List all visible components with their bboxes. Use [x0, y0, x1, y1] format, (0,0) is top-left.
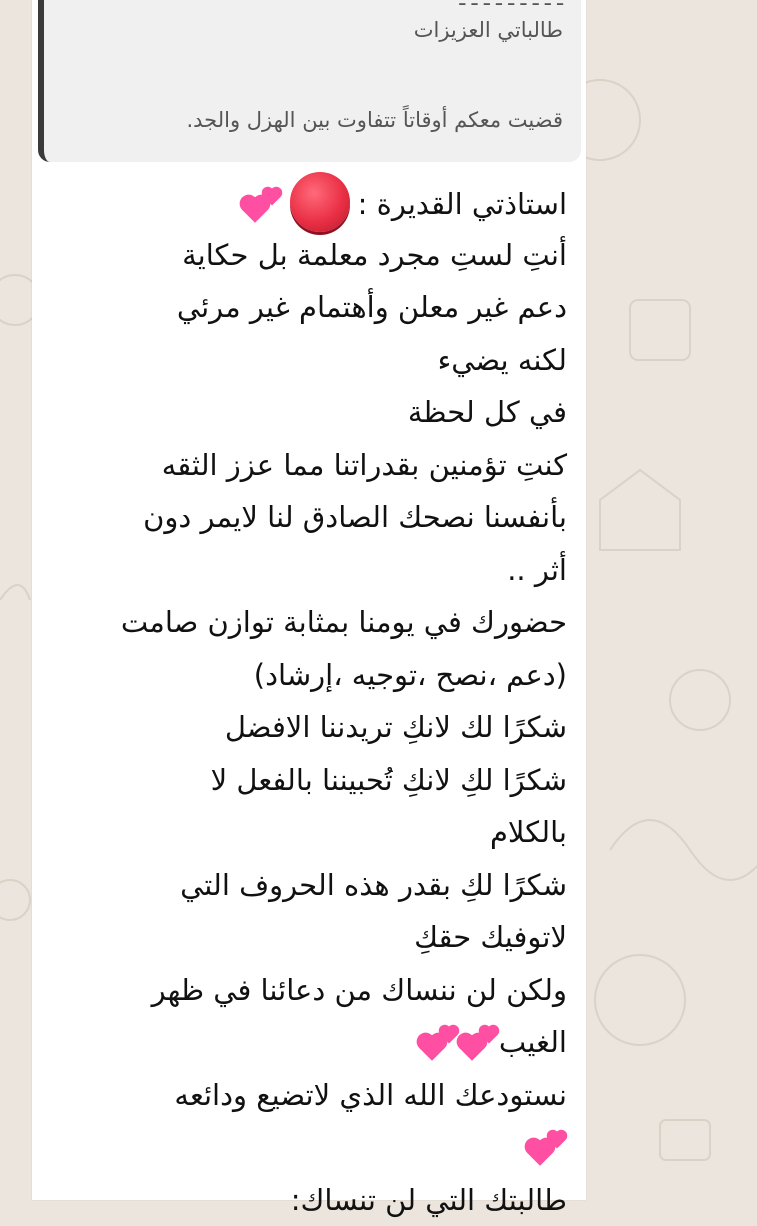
two-hearts-emoji-icon: [459, 1027, 499, 1061]
message-line-text: استاذتي القديرة :: [358, 187, 567, 221]
quoted-reply-header: [459, 0, 563, 10]
message-line: شكرًا لكِ بقدر هذه الحروف التي: [47, 859, 567, 912]
message-line: شكرًا لك لانكِ تريدننا الافضل: [47, 701, 567, 754]
message-line: حضورك في يومنا بمثابة توازن صامت: [47, 596, 567, 649]
message-line: [47, 1121, 567, 1174]
message-line: شكرًا لكِ لانكِ تُحبيننا بالفعل لا: [47, 754, 567, 807]
message-line: كنتِ تؤمنين بقدراتنا مما عزز الثقه: [47, 439, 567, 492]
message-text: [47, 176, 567, 1226]
message-line: بالكلام: [47, 806, 567, 859]
message-line-text: الغيب: [499, 1025, 567, 1059]
message-line: طالبتك التي لن تنساك:: [47, 1174, 567, 1226]
two-hearts-emoji-icon: [242, 189, 282, 223]
message-line: [47, 176, 567, 229]
message-line: لكنه يضيء: [47, 334, 567, 387]
message-line: أثر ..: [47, 544, 567, 597]
message-line: لاتوفيك حقكِ: [47, 911, 567, 964]
two-hearts-emoji-icon: [527, 1132, 567, 1166]
quoted-reply-line: قضيت معكم أوقاتاً تتفاوت بين الهزل والجد.: [186, 108, 563, 132]
red-circle-emoji-icon: [290, 172, 350, 232]
message-line: دعم غير معلن وأهتمام غير مرئي: [47, 281, 567, 334]
two-hearts-emoji-icon: [419, 1027, 459, 1061]
quoted-reply-line: طالباتي العزيزات: [414, 18, 563, 42]
message-line: ولكن لن ننساك من دعائنا في ظهر: [47, 964, 567, 1017]
message-line: في كل لحظة: [47, 386, 567, 439]
message-line: بأنفسنا نصحك الصادق لنا لايمر دون: [47, 491, 567, 544]
message-line: (دعم ،نصح ،توجيه ،إرشاد): [47, 649, 567, 702]
message-line: [47, 1016, 567, 1069]
quoted-reply[interactable]: [38, 0, 581, 162]
message-line: نستودعك الله الذي لاتضيع ودائعه: [47, 1069, 567, 1122]
message-line: أنتِ لستِ مجرد معلمة بل حكاية: [47, 229, 567, 282]
